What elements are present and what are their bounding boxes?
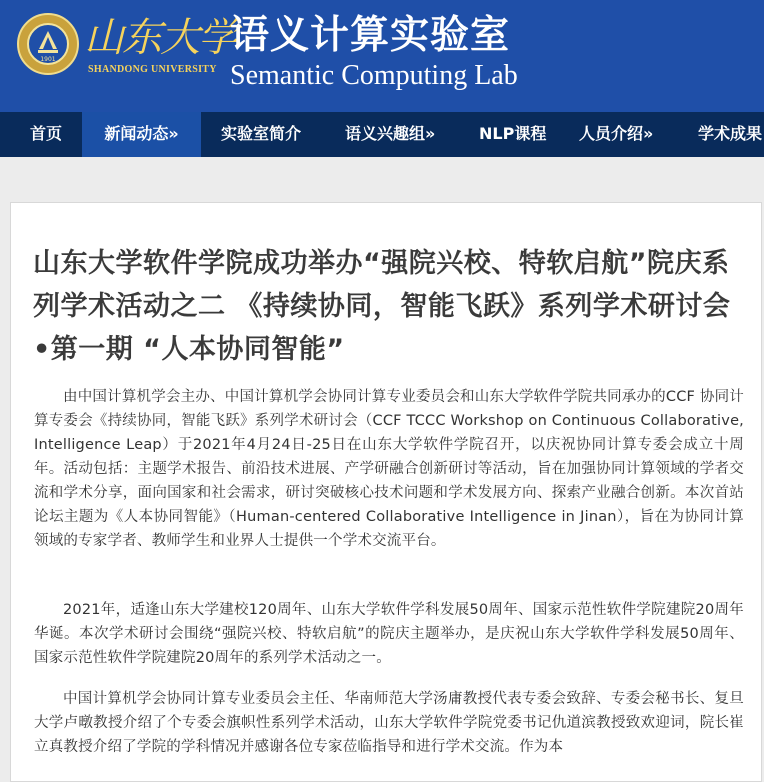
article-card (10, 202, 762, 782)
nav-news[interactable]: 新闻动态» (82, 112, 201, 157)
nav-nlp-course[interactable]: NLP课程 (479, 124, 547, 143)
main-navigation (0, 112, 764, 157)
article-paragraph-1: 由中国计算机学会主办、中国计算机学会协同计算专业委员会和山东大学软件学院共同承办的CCF 协同计算专委会《持续协同，智能飞跃》系列学术研讨会（CCF TCCC Workshop on Continuous Collaborative, Intelligence Leap）于2021年4月24日-25日在山东大学软件学院召开，以庆祝协同计算专委会成立十周年。活动包括：主题学术报告、前沿技术进展、产学研融合创新研讨等活动，旨在加强协同计算领域的学者交流和学术分享，面向国家和社会需求，研讨突破核心技术问题和学术发展方向、探索产业融合创新。本次首站论坛主题为《人本协同智能》（Human-centered Collaborative Intelligence in Jinan），旨在为协同计算领域的专家学者、教师学生和业界人士提供一个学术交流平台。 (34, 389, 744, 549)
university-name-en: SHANDONG UNIVERSITY (88, 64, 217, 75)
nav-home[interactable]: 首页 (30, 124, 63, 143)
university-seal-logo[interactable] (17, 13, 79, 75)
site-header (0, 0, 764, 112)
article-title: 山东大学软件学院成功举办“强院兴校、特软启航”院庆系列学术活动之二 《持续协同，智能飞跃》系列学术研讨会•第一期 “人本协同智能” (33, 248, 731, 365)
nav-semantic-group[interactable]: 语义兴趣组» (345, 124, 436, 143)
article-paragraph-3: 中国计算机学会协同计算专业委员会主任、华南师范大学汤庸教授代表专委会致辞、专委会秘书长、复旦大学卢暾教授介绍了个专委会旗帜性系列学术活动，山东大学软件学院党委书记仇道滨教授致欢迎词，院长崔立真教授介绍了学院的学科情况并感谢各位专家莅临指导和进行学术交流。作为本 (34, 691, 744, 755)
nav-publications[interactable]: 学术成果 (698, 124, 763, 143)
nav-lab-intro[interactable]: 实验室简介 (221, 124, 302, 143)
article-paragraph-2: 2021年，适逢山东大学建校120周年、山东大学软件学科发展50周年、国家示范性软件学院建院20周年华诞。本次学术研讨会围绕“强院兴校、特软启航”的院庆主题举办，是庆祝山东大学软件学科发展50周年、国家示范性软件学院建院20周年的系列学术活动之一。 (34, 602, 744, 666)
seal-year: 1901 (40, 56, 56, 63)
lab-name-en: Semantic Computing Lab (230, 60, 518, 91)
university-name-cn: 山东大学 (84, 15, 236, 61)
seal-emblem-graphic (19, 15, 77, 73)
lab-name-cn: 语义计算实验室 (230, 13, 511, 58)
nav-people[interactable]: 人员介绍» (579, 124, 654, 143)
